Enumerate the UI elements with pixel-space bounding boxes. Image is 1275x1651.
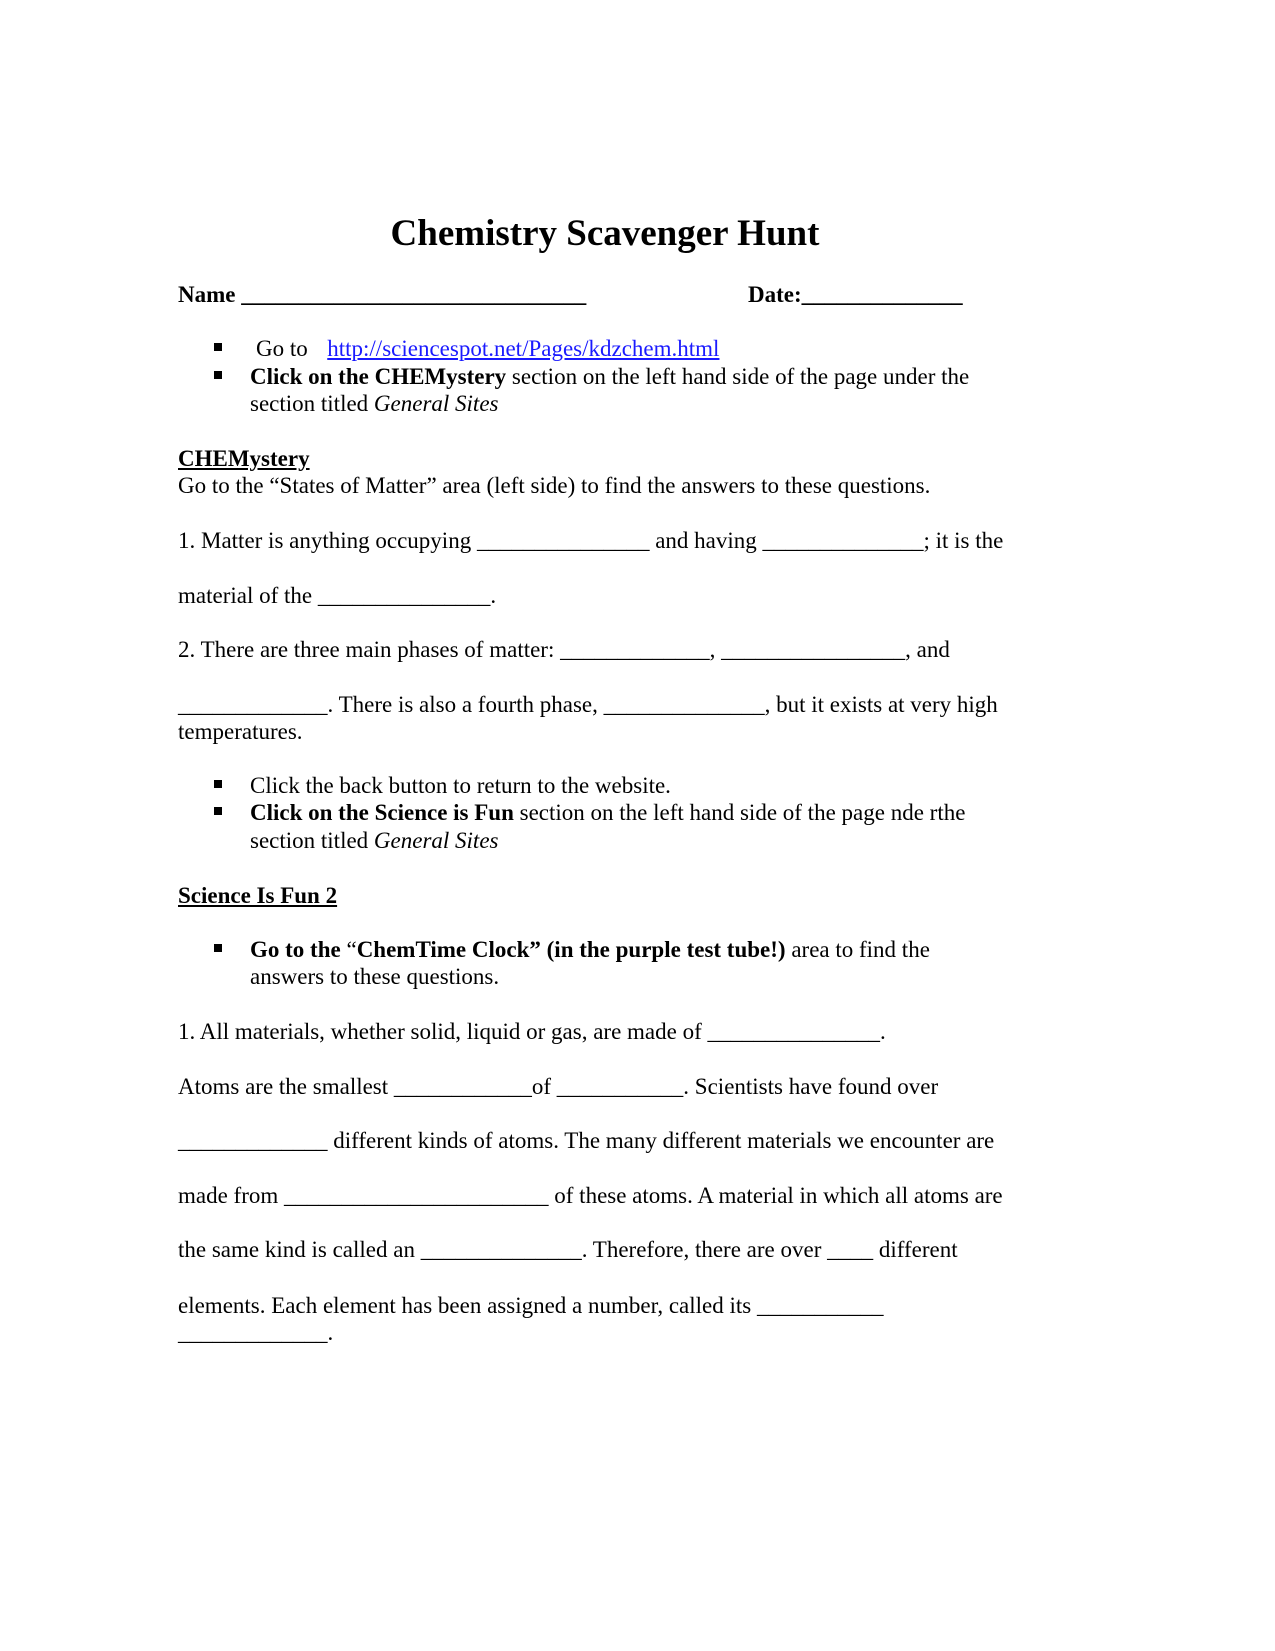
chemtime-clock-instruction [250,938,930,961]
chemystery-instruction-bold: Click on the CHEMystery [250,364,507,389]
atoms-question-line-7: _____________. [178,1320,334,1345]
science-fun-instruction-bold: Click on the Science is Fun [250,800,514,825]
atoms-question-line-1: 1. All materials, whether solid, liquid or gas, are made of _______________. [178,1019,886,1044]
science-fun-instruction-rest: section on the left hand side of the page nde rthe [513,800,966,825]
intro-bullet-chemystery-line2 [250,392,498,415]
page-title: Chemistry Scavenger Hunt [390,213,820,254]
question-1-line-2: material of the _______________. [178,583,497,608]
question-2-line-3: temperatures. [178,719,303,744]
atoms-question-line-5: the same kind is called an ______________. Therefore, there are over ____ different [178,1237,958,1262]
intro-bullet-go-to [256,337,719,360]
bullet-icon [214,780,222,788]
instruction-bold-a: Go to the [250,937,347,962]
back-button-instruction: Click the back button to return to the website. [250,773,671,798]
bullet-icon [214,944,222,952]
sciencespot-link[interactable]: http://sciencespot.net/Pages/kdzchem.html [327,336,720,361]
chemtime-clock-instruction-line2: answers to these questions. [250,964,500,989]
bullet-icon [214,343,222,351]
name-field-label: Name ______________________________ [178,282,587,307]
general-sites-text: General Sites [373,391,499,416]
atoms-question-line-6: elements. Each element has been assigned a number, called its ___________ [178,1293,884,1318]
chemystery-instruction-rest: section on the left hand side of the page under the [506,364,970,389]
section-titled-text: section titled [250,391,374,416]
bullet-icon [214,371,222,379]
atoms-question-line-4: made from _______________________ of these atoms. A material in which all atoms are [178,1183,1003,1208]
atoms-question-line-3: _____________ different kinds of atoms. The many different materials we encounter are [178,1128,995,1153]
question-2-line-1: 2. There are three main phases of matter: _____________, ________________, and [178,637,950,662]
bullet-icon [214,807,222,815]
instruction-bold-b: ChemTime Clock” (in the purple test tube!) [356,937,786,962]
general-sites-text: General Sites [373,828,499,853]
science-fun-instruction [250,801,965,824]
science-fun-instruction-line2 [250,829,498,852]
instruction-rest: area to find the [785,937,930,962]
question-2-line-2: _____________. There is also a fourth phase, ______________, but it exists at very high [178,692,998,717]
section-titled-text: section titled [250,828,374,853]
go-to-text: Go to [256,336,308,361]
instruction-quote: “ [346,937,357,962]
science-fun-heading: Science Is Fun 2 [178,883,338,908]
intro-bullet-chemystery [250,365,969,388]
chemystery-heading: CHEMystery [178,446,310,471]
atoms-question-line-2: Atoms are the smallest ____________of ___________. Scientists have found over [178,1074,939,1099]
date-field-label: Date:______________ [748,282,963,307]
chemystery-instruction: Go to the “States of Matter” area (left side) to find the answers to these questions. [178,473,931,498]
question-1-line-1: 1. Matter is anything occupying _______________ and having ______________; it is the [178,528,1004,553]
